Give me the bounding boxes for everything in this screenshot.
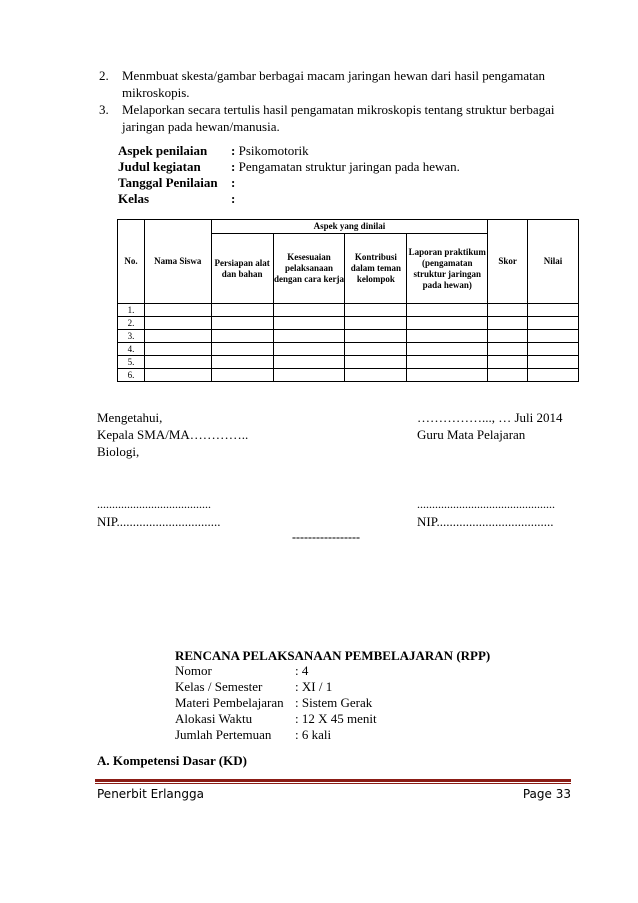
meta-key: Kelas (118, 191, 150, 206)
rpp-key: Nomor (175, 663, 212, 678)
rpp-title: RENCANA PELAKSANAAN PEMBELAJARAN (RPP) (175, 648, 491, 663)
rpp-key: Materi Pembelajaran (175, 695, 284, 710)
signature-right (417, 409, 563, 443)
sig-left-line2: Kepala SMA/MA………….. (97, 427, 249, 442)
header-skor: Skor (488, 220, 528, 304)
meta-row (118, 191, 460, 207)
rpp-fields (175, 663, 377, 743)
row-number: 6. (118, 369, 145, 382)
rpp-value: : Sistem Gerak (295, 695, 373, 710)
rpp-value: : 4 (295, 663, 309, 678)
footer-rule (95, 779, 571, 782)
meta-key: Judul kegiatan (118, 159, 201, 174)
sig-left-line3: Biologi, (97, 444, 140, 459)
header-no: No. (118, 220, 145, 304)
rpp-value: : XI / 1 (295, 679, 333, 694)
meta-value: : Psikomotorik (231, 143, 309, 158)
table-row (118, 317, 579, 330)
sig-left-line1: Mengetahui, (97, 410, 163, 425)
header-aspect: Persiapan alat dan bahan (211, 234, 273, 304)
rpp-row (175, 711, 377, 727)
header-aspect: Kesesuaian pelaksanaan dengan cara kerja (273, 234, 345, 304)
numbered-list (99, 67, 579, 135)
list-text: Menmbuat skesta/gambar berbagai macam jaringan hewan dari hasil pengamatan mikroskopis. (122, 68, 546, 100)
rpp-key: Kelas / Semester (175, 679, 263, 694)
table-row (118, 304, 579, 317)
assessment-meta (118, 143, 460, 207)
meta-key: Tanggal Penilaian (118, 175, 218, 190)
header-aspect: Laporan praktikum (pengamatan struktur jaringan pada hewan) (407, 234, 488, 304)
signature-left (97, 409, 248, 460)
footer-publisher: Penerbit Erlangga (97, 787, 204, 801)
rpp-value: : 6 kali (295, 727, 332, 742)
meta-key: Aspek penilaian (118, 143, 208, 158)
meta-value: : Pengamatan struktur jaringan pada hewan. (231, 159, 460, 174)
sig-left-nip: NIP................................ (97, 514, 221, 529)
header-aspek-group: Aspek yang dinilai (211, 220, 487, 234)
separator-line: ----------------- (292, 530, 360, 544)
sig-left-dots: ...................................... (97, 497, 211, 511)
row-number: 2. (118, 317, 145, 330)
assessment-table (117, 219, 579, 382)
row-number: 4. (118, 343, 145, 356)
meta-row (118, 143, 460, 159)
list-item (99, 101, 579, 135)
row-number: 5. (118, 356, 145, 369)
table-row (118, 343, 579, 356)
sig-right-line1: ……………..., … Juli 2014 (417, 410, 563, 425)
rpp-key: Jumlah Pertemuan (175, 727, 272, 742)
sig-right-line2: Guru Mata Pelajaran (417, 427, 526, 442)
rpp-row (175, 663, 377, 679)
rpp-key: Alokasi Waktu (175, 711, 253, 726)
meta-row (118, 159, 460, 175)
row-number: 3. (118, 330, 145, 343)
rpp-value: : 12 X 45 menit (295, 711, 377, 726)
section-heading: A. Kompetensi Dasar (KD) (97, 753, 247, 768)
footer-page-number: Page 33 (522, 787, 571, 801)
sig-right-nip: NIP.................................... (417, 514, 554, 529)
rpp-row (175, 727, 377, 743)
list-number: 3. (99, 102, 109, 117)
sig-right-dots: .............................................. (417, 497, 555, 511)
table-row (118, 356, 579, 369)
header-nama-siswa: Nama Siswa (144, 220, 211, 304)
rpp-row (175, 679, 377, 695)
header-nilai: Nilai (528, 220, 579, 304)
meta-row (118, 175, 460, 191)
table-row (118, 369, 579, 382)
meta-value: : (231, 191, 236, 206)
rpp-row (175, 695, 377, 711)
meta-value: : (231, 175, 236, 190)
list-number: 2. (99, 68, 109, 83)
row-number: 1. (118, 304, 145, 317)
list-item (99, 67, 579, 101)
header-aspect: Kontribusi dalam teman kelompok (345, 234, 407, 304)
list-text: Melaporkan secara tertulis hasil pengamatan mikroskopis tentang struktur berbagai jaringan pada hewan/manusia. (122, 102, 555, 134)
table-row (118, 330, 579, 343)
footer-rule-thin (95, 783, 571, 784)
